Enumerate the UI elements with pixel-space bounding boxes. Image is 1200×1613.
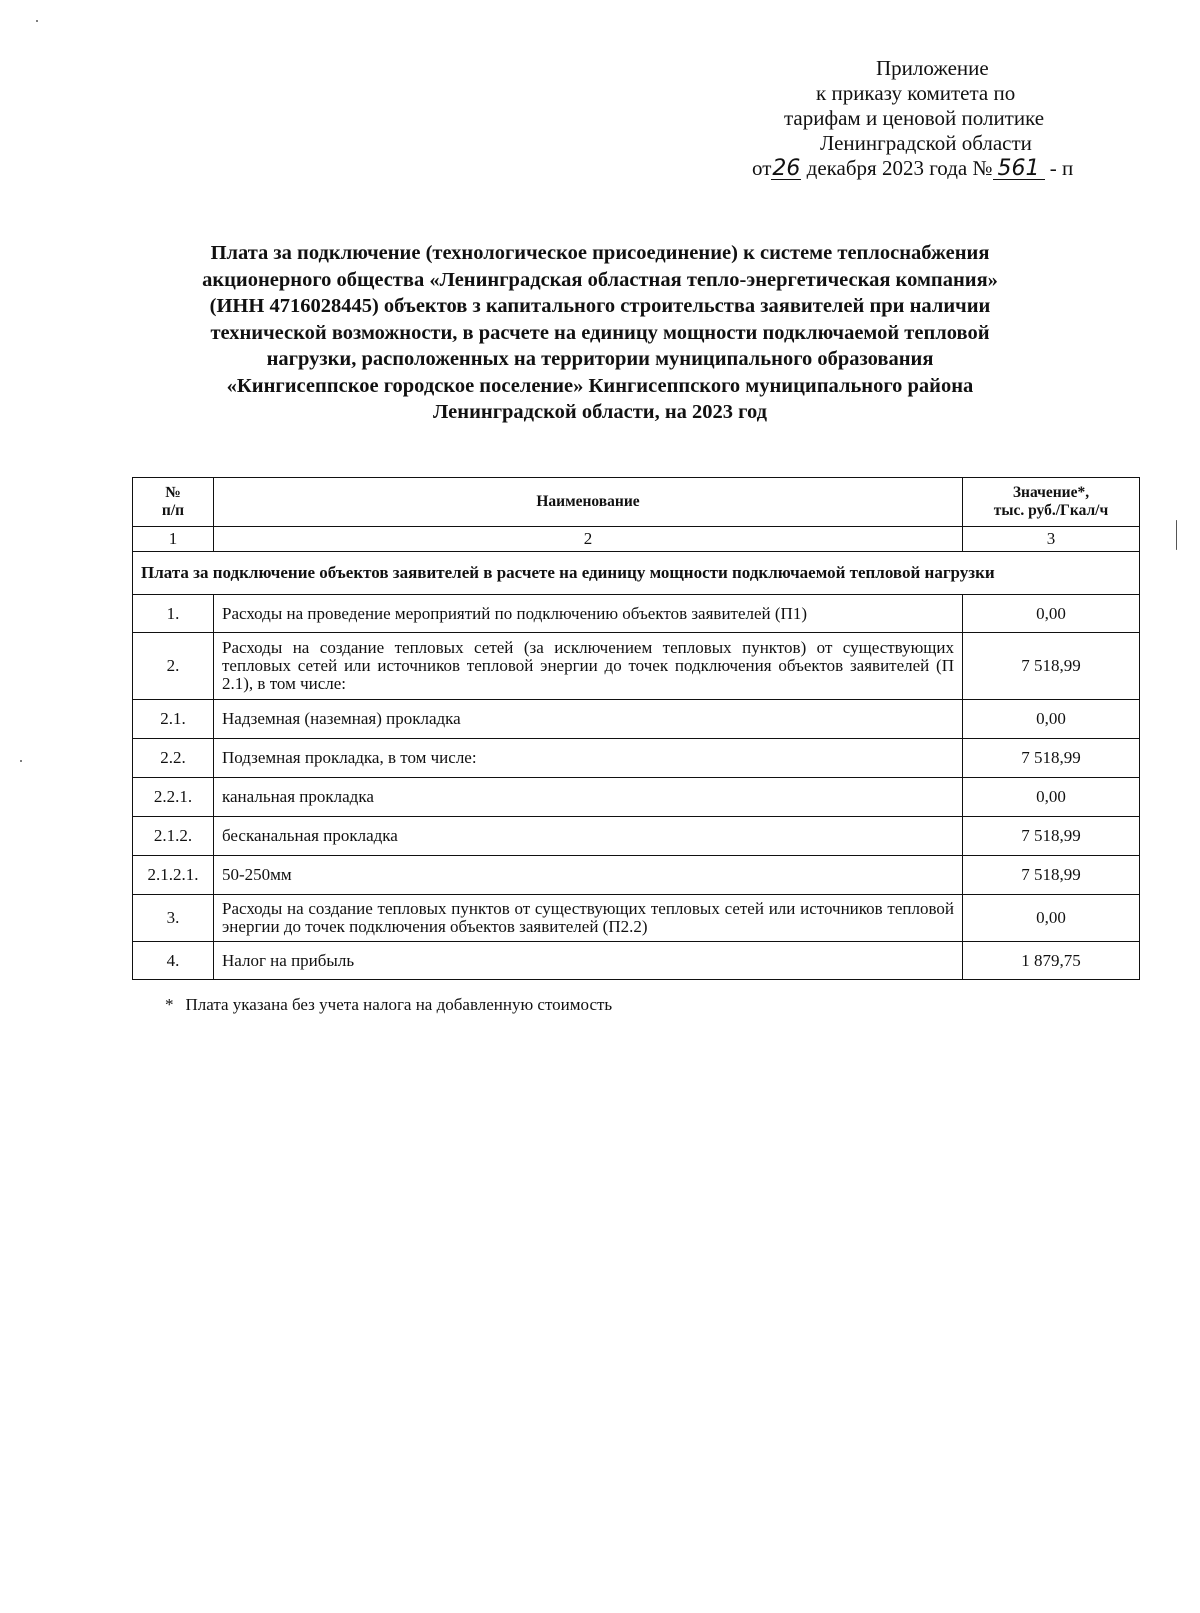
handwritten-day: 26: [772, 156, 801, 181]
footnote: [165, 995, 612, 1015]
row-num: 1.: [133, 595, 214, 633]
appendix-line: к приказу комитета по: [816, 81, 1016, 105]
table-row: [133, 700, 1140, 739]
footnote-star: *: [165, 995, 174, 1014]
order-date-line: [752, 156, 1132, 181]
title-line: технической возможности, в расчете на единицу мощности подключаемой тепловой: [210, 321, 990, 344]
row-value: 7 518,99: [963, 633, 1140, 700]
appendix-block: [752, 56, 1132, 181]
table-row: [133, 856, 1140, 895]
row-value: 0,00: [963, 895, 1140, 942]
table-row: [133, 595, 1140, 633]
title-line: акционерного общества «Ленинградская областная тепло-энергетическая компания»: [202, 268, 998, 291]
row-value: 1 879,75: [963, 942, 1140, 980]
order-date-middle: декабря 2023 года №: [806, 156, 993, 180]
table-row: [133, 895, 1140, 942]
table-row: [133, 778, 1140, 817]
table-row: [133, 633, 1140, 700]
row-num: 2.2.1.: [133, 778, 214, 817]
row-num: 2.1.2.: [133, 817, 214, 856]
header-name-cell: Наименование: [214, 478, 963, 527]
row-value: 7 518,99: [963, 817, 1140, 856]
row-value: 0,00: [963, 700, 1140, 739]
row-name: Надземная (наземная) прокладка: [214, 700, 963, 739]
header-num-sub: п/п: [161, 502, 185, 519]
header-value: Значение*,: [1012, 484, 1090, 501]
section-heading: Плата за подключение объектов заявителей в расчете на единицу мощности подключаемой тепловой нагрузки: [133, 552, 1140, 595]
row-name: канальная прокладка: [214, 778, 963, 817]
row-value: 0,00: [963, 595, 1140, 633]
header-num: №: [165, 484, 181, 501]
tariff-table: [132, 477, 1140, 980]
row-num: 2.2.: [133, 739, 214, 778]
column-index: 2: [214, 527, 963, 552]
row-name: бесканальная прокладка: [214, 817, 963, 856]
row-num: 2.: [133, 633, 214, 700]
table-header-row: [133, 478, 1140, 527]
row-num: 4.: [133, 942, 214, 980]
row-num: 2.1.: [133, 700, 214, 739]
appendix-line: тарифам и ценовой политике: [784, 106, 1045, 130]
title-line: Ленинградской области, на 2023 год: [433, 401, 767, 423]
row-name: Расходы на проведение мероприятий по подключению объектов заявителей (П1): [214, 595, 963, 633]
row-num: 2.1.2.1.: [133, 856, 214, 895]
title-line: Плата за подключение (технологическое присоединение) к системе теплоснабжения: [210, 242, 990, 264]
row-name: Налог на прибыль: [214, 942, 963, 980]
header-value-cell: [963, 478, 1140, 527]
table-row: [133, 739, 1140, 778]
column-index: 1: [133, 527, 214, 552]
section-row: [133, 552, 1140, 595]
row-name: 50-250мм: [214, 856, 963, 895]
appendix-line: Приложение: [876, 56, 989, 80]
document-title: [140, 240, 1060, 426]
table-row: [133, 817, 1140, 856]
title-line: «Кингисеппское городское поселение» Кингисеппского муниципального района: [226, 374, 974, 397]
row-name: Подземная прокладка, в том числе:: [214, 739, 963, 778]
row-name: Расходы на создание тепловых пунктов от существующих тепловых сетей или источников тепловой энергии до точек подключения объектов заявителей (П2.2): [214, 895, 963, 942]
order-number-suffix: - п: [1049, 156, 1074, 180]
row-num: 3.: [133, 895, 214, 942]
footnote-text: Плата указана без учета налога на добавленную стоимость: [185, 995, 613, 1014]
column-index: 3: [963, 527, 1140, 552]
column-index-row: [133, 527, 1140, 552]
scan-speck: [36, 20, 38, 22]
header-value-unit: тыс. руб./Гкал/ч: [993, 502, 1109, 519]
title-line: нагрузки, расположенных на территории муниципального образования: [266, 348, 934, 370]
row-value: 7 518,99: [963, 856, 1140, 895]
table-row: [133, 942, 1140, 980]
row-value: 0,00: [963, 778, 1140, 817]
row-value: 7 518,99: [963, 739, 1140, 778]
row-name: Расходы на создание тепловых сетей (за исключением тепловых пунктов) от существующих тепловых сетей или источников тепловой энергии до точек подключения объектов заявителей (П 2.1), в том числе:: [214, 633, 963, 700]
handwritten-order-number: 561: [993, 159, 1045, 180]
order-date-prefix: от: [752, 156, 772, 180]
scan-speck: [1176, 520, 1177, 550]
scan-speck: [20, 760, 22, 762]
appendix-line: Ленинградской области: [820, 131, 1032, 155]
title-line: (ИНН 4716028445) объектов з капитального строительства заявителей при наличии: [209, 295, 991, 317]
header-num-cell: [133, 478, 214, 527]
